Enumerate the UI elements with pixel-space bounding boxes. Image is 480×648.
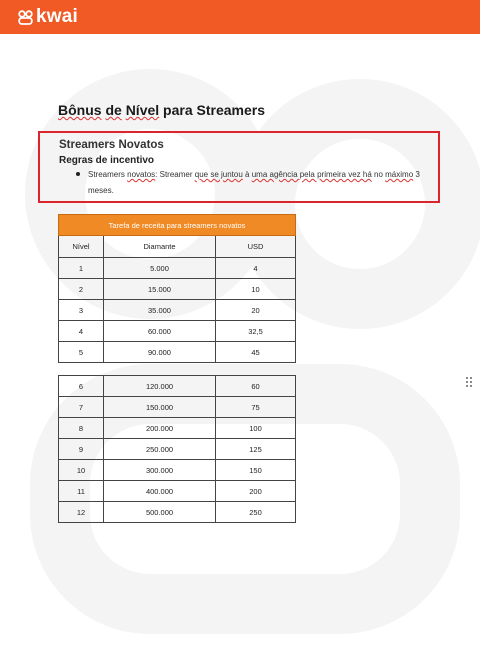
section-title: Streamers Novatos <box>59 139 164 151</box>
drag-handle-icon[interactable] <box>466 377 472 387</box>
cell-level: 2 <box>59 279 104 300</box>
cell-diamond: 150.000 <box>104 397 216 418</box>
cell-level: 8 <box>59 418 104 439</box>
table-caption: Tarefa de receita para streamers novatos <box>59 215 296 236</box>
top-bar <box>0 0 480 34</box>
cell-diamond: 90.000 <box>104 342 216 363</box>
cell-diamond: 300.000 <box>104 460 216 481</box>
table-row <box>59 481 296 502</box>
table-row <box>59 300 296 321</box>
table-row <box>59 418 296 439</box>
table-row <box>59 376 296 397</box>
cell-diamond: 35.000 <box>104 300 216 321</box>
cell-level: 11 <box>59 481 104 502</box>
cell-usd: 150 <box>216 460 296 481</box>
bullet-text <box>88 167 428 199</box>
cell-level: 6 <box>59 376 104 397</box>
table-row <box>59 397 296 418</box>
cell-diamond: 60.000 <box>104 321 216 342</box>
bullet-icon <box>76 172 80 176</box>
kwai-logo[interactable] <box>18 6 78 28</box>
cell-level: 12 <box>59 502 104 523</box>
cell-usd: 20 <box>216 300 296 321</box>
cell-level: 5 <box>59 342 104 363</box>
cell-usd: 32,5 <box>216 321 296 342</box>
cell-level: 1 <box>59 258 104 279</box>
title-word: de <box>105 102 122 118</box>
cell-diamond: 120.000 <box>104 376 216 397</box>
title-word: para Streamers <box>163 102 265 118</box>
cell-usd: 125 <box>216 439 296 460</box>
document-title <box>58 102 265 118</box>
bullet-underlined: máximo <box>385 170 414 179</box>
cell-usd: 4 <box>216 258 296 279</box>
kwai-logo-icon <box>18 10 33 25</box>
table-row <box>59 321 296 342</box>
cell-level: 3 <box>59 300 104 321</box>
cell-usd: 200 <box>216 481 296 502</box>
cell-usd: 75 <box>216 397 296 418</box>
cell-usd: 45 <box>216 342 296 363</box>
cell-diamond: 5.000 <box>104 258 216 279</box>
title-word: Bônus <box>58 102 102 118</box>
cell-level: 9 <box>59 439 104 460</box>
table-row <box>59 439 296 460</box>
bullet-segment: 3 meses. <box>88 170 420 195</box>
bullet-segment: no <box>371 170 383 179</box>
cell-usd: 10 <box>216 279 296 300</box>
cell-diamond: 200.000 <box>104 418 216 439</box>
bullet-segment: à <box>242 170 250 179</box>
bullet-underlined: novatos <box>127 170 156 179</box>
logo-text: kwai <box>36 6 78 27</box>
cell-level: 7 <box>59 397 104 418</box>
cell-usd: 60 <box>216 376 296 397</box>
table-row <box>59 279 296 300</box>
highlight-box <box>38 131 440 203</box>
title-word: Nível <box>125 102 160 118</box>
column-header-level: Nível <box>59 236 104 258</box>
subsection-title: Regras de incentivo <box>59 155 155 166</box>
table-row <box>59 502 296 523</box>
column-header-diamond: Diamante <box>104 236 216 258</box>
table-row <box>59 460 296 481</box>
bullet-underlined: uma agência pela primeira vez há <box>251 170 372 179</box>
column-header-usd: USD <box>216 236 296 258</box>
table-row <box>59 258 296 279</box>
income-table-part-1 <box>58 214 296 363</box>
income-table-part-2 <box>58 375 296 523</box>
bullet-label: Streamers <box>88 170 125 179</box>
cell-level: 4 <box>59 321 104 342</box>
cell-usd: 100 <box>216 418 296 439</box>
cell-usd: 250 <box>216 502 296 523</box>
bullet-segment: : Streamer <box>155 170 193 179</box>
cell-diamond: 400.000 <box>104 481 216 502</box>
table-row <box>59 342 296 363</box>
cell-diamond: 500.000 <box>104 502 216 523</box>
cell-diamond: 15.000 <box>104 279 216 300</box>
cell-level: 10 <box>59 460 104 481</box>
cell-diamond: 250.000 <box>104 439 216 460</box>
bullet-underlined: que se juntou <box>194 170 243 179</box>
